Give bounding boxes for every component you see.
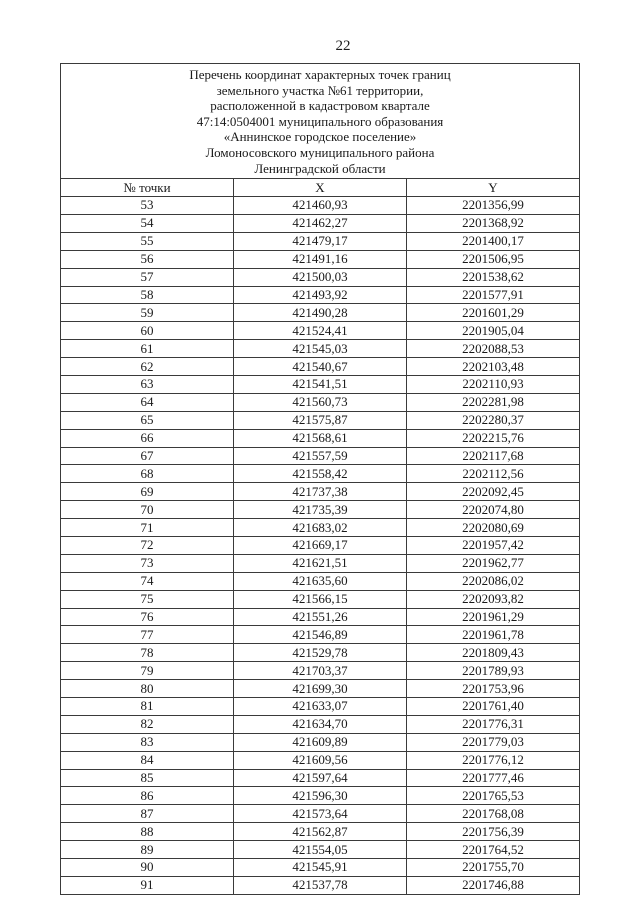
- cell-point-number: 68: [61, 465, 234, 483]
- cell-point-number: 61: [61, 340, 234, 358]
- cell-point-number: 74: [61, 572, 234, 590]
- cell-y: 2202088,53: [407, 340, 580, 358]
- cell-y: 2201962,77: [407, 554, 580, 572]
- cell-point-number: 72: [61, 536, 234, 554]
- cell-point-number: 86: [61, 787, 234, 805]
- cell-x: 421545,91: [234, 859, 407, 877]
- cell-point-number: 60: [61, 322, 234, 340]
- cell-point-number: 91: [61, 876, 234, 894]
- header-y: Y: [407, 179, 580, 197]
- cell-point-number: 75: [61, 590, 234, 608]
- table-row: [61, 268, 580, 286]
- cell-x: 421735,39: [234, 501, 407, 519]
- cell-x: 421575,87: [234, 411, 407, 429]
- cell-x: 421562,87: [234, 823, 407, 841]
- cell-point-number: 79: [61, 662, 234, 680]
- cell-point-number: 57: [61, 268, 234, 286]
- cell-point-number: 63: [61, 375, 234, 393]
- cell-x: 421597,64: [234, 769, 407, 787]
- cell-y: 2201779,03: [407, 733, 580, 751]
- table-row: [61, 751, 580, 769]
- cell-y: 2201761,40: [407, 697, 580, 715]
- cell-x: 421560,73: [234, 393, 407, 411]
- cell-x: 421573,64: [234, 805, 407, 823]
- table-body: [61, 197, 580, 895]
- cell-x: 421557,59: [234, 447, 407, 465]
- table-row: [61, 411, 580, 429]
- table-row: [61, 697, 580, 715]
- cell-point-number: 90: [61, 859, 234, 877]
- cell-y: 2201776,12: [407, 751, 580, 769]
- page-number: 22: [335, 38, 351, 54]
- table-row: [61, 304, 580, 322]
- cell-x: 421634,70: [234, 715, 407, 733]
- cell-point-number: 77: [61, 626, 234, 644]
- table-row: [61, 662, 580, 680]
- table-row: [61, 250, 580, 268]
- cell-x: 421609,89: [234, 733, 407, 751]
- cell-y: 2201756,39: [407, 823, 580, 841]
- title-line: Ломоносовского муниципального района: [205, 144, 435, 160]
- cell-y: 2202093,82: [407, 590, 580, 608]
- cell-x: 421596,30: [234, 787, 407, 805]
- cell-x: 421554,05: [234, 841, 407, 859]
- cell-x: 421703,37: [234, 662, 407, 680]
- cell-x: 421669,17: [234, 536, 407, 554]
- header-point-number: № точки: [61, 179, 234, 197]
- cell-y: 2201746,88: [407, 876, 580, 894]
- table-row: [61, 680, 580, 698]
- table-row: [61, 483, 580, 501]
- cell-y: 2201776,31: [407, 715, 580, 733]
- cell-x: 421633,07: [234, 697, 407, 715]
- cell-y: 2201777,46: [407, 769, 580, 787]
- cell-y: 2202074,80: [407, 501, 580, 519]
- table-row: [61, 590, 580, 608]
- cell-x: 421462,27: [234, 214, 407, 232]
- cell-y: 2201961,78: [407, 626, 580, 644]
- cell-y: 2201538,62: [407, 268, 580, 286]
- cell-y: 2202080,69: [407, 519, 580, 537]
- cell-point-number: 65: [61, 411, 234, 429]
- cell-y: 2202112,56: [407, 465, 580, 483]
- table-row: [61, 805, 580, 823]
- cell-point-number: 87: [61, 805, 234, 823]
- table-row: [61, 465, 580, 483]
- cell-point-number: 85: [61, 769, 234, 787]
- cell-y: 2201506,95: [407, 250, 580, 268]
- table-row: [61, 429, 580, 447]
- table-row: [61, 626, 580, 644]
- table-title: [61, 64, 580, 179]
- cell-x: 421524,41: [234, 322, 407, 340]
- cell-point-number: 62: [61, 358, 234, 376]
- cell-x: 421551,26: [234, 608, 407, 626]
- cell-y: 2201957,42: [407, 536, 580, 554]
- cell-x: 421491,16: [234, 250, 407, 268]
- cell-y: 2201765,53: [407, 787, 580, 805]
- table-header-row: [61, 179, 580, 197]
- cell-y: 2202103,48: [407, 358, 580, 376]
- cell-x: 421529,78: [234, 644, 407, 662]
- cell-y: 2202117,68: [407, 447, 580, 465]
- table-row: [61, 823, 580, 841]
- cell-point-number: 66: [61, 429, 234, 447]
- cell-point-number: 55: [61, 232, 234, 250]
- cell-point-number: 73: [61, 554, 234, 572]
- table-row: [61, 876, 580, 894]
- cell-y: 2201368,92: [407, 214, 580, 232]
- table-row: [61, 554, 580, 572]
- cell-x: 421546,89: [234, 626, 407, 644]
- table-row: [61, 358, 580, 376]
- table-row: [61, 644, 580, 662]
- cell-point-number: 64: [61, 393, 234, 411]
- cell-y: 2201905,04: [407, 322, 580, 340]
- table-row: [61, 608, 580, 626]
- cell-x: 421500,03: [234, 268, 407, 286]
- header-x: X: [234, 179, 407, 197]
- table-row: [61, 733, 580, 751]
- table-title-row: [61, 64, 580, 179]
- cell-x: 421699,30: [234, 680, 407, 698]
- cell-y: 2201789,93: [407, 662, 580, 680]
- cell-point-number: 82: [61, 715, 234, 733]
- table-row: [61, 841, 580, 859]
- cell-point-number: 78: [61, 644, 234, 662]
- cell-y: 2201768,08: [407, 805, 580, 823]
- cell-point-number: 54: [61, 214, 234, 232]
- cell-x: 421460,93: [234, 197, 407, 215]
- table-row: [61, 572, 580, 590]
- cell-point-number: 56: [61, 250, 234, 268]
- cell-x: 421493,92: [234, 286, 407, 304]
- table-row: [61, 519, 580, 537]
- cell-x: 421479,17: [234, 232, 407, 250]
- table-row: [61, 232, 580, 250]
- cell-point-number: 58: [61, 286, 234, 304]
- cell-point-number: 89: [61, 841, 234, 859]
- cell-x: 421545,03: [234, 340, 407, 358]
- cell-y: 2201809,43: [407, 644, 580, 662]
- cell-point-number: 76: [61, 608, 234, 626]
- cell-point-number: 70: [61, 501, 234, 519]
- table-row: [61, 375, 580, 393]
- cell-point-number: 53: [61, 197, 234, 215]
- title-line: Перечень координат характерных точек границ: [189, 67, 451, 82]
- cell-y: 2202092,45: [407, 483, 580, 501]
- cell-point-number: 59: [61, 304, 234, 322]
- title-line: «Аннинское городское поселение»: [223, 129, 417, 145]
- table-row: [61, 214, 580, 232]
- cell-x: 421540,67: [234, 358, 407, 376]
- table-row: [61, 393, 580, 411]
- cell-y: 2201400,17: [407, 232, 580, 250]
- cell-point-number: 83: [61, 733, 234, 751]
- table-row: [61, 322, 580, 340]
- cell-y: 2202110,93: [407, 375, 580, 393]
- cell-point-number: 80: [61, 680, 234, 698]
- cell-y: 2201577,91: [407, 286, 580, 304]
- coordinates-table: [60, 63, 580, 895]
- cell-point-number: 69: [61, 483, 234, 501]
- cell-y: 2201755,70: [407, 859, 580, 877]
- cell-x: 421609,56: [234, 751, 407, 769]
- table-row: [61, 447, 580, 465]
- title-line: расположенной в кадастровом квартале: [210, 98, 430, 114]
- cell-x: 421683,02: [234, 519, 407, 537]
- cell-y: 2202215,76: [407, 429, 580, 447]
- cell-x: 421490,28: [234, 304, 407, 322]
- cell-x: 421566,15: [234, 590, 407, 608]
- cell-y: 2201961,29: [407, 608, 580, 626]
- cell-y: 2202281,98: [407, 393, 580, 411]
- cell-y: 2201356,99: [407, 197, 580, 215]
- cell-point-number: 71: [61, 519, 234, 537]
- cell-x: 421621,51: [234, 554, 407, 572]
- title-line: земельного участка №61 территории,: [216, 82, 424, 98]
- cell-point-number: 84: [61, 751, 234, 769]
- cell-x: 421537,78: [234, 876, 407, 894]
- table-row: [61, 859, 580, 877]
- cell-point-number: 88: [61, 823, 234, 841]
- table-row: [61, 715, 580, 733]
- cell-y: 2201601,29: [407, 304, 580, 322]
- table-row: [61, 769, 580, 787]
- cell-y: 2201753,96: [407, 680, 580, 698]
- cell-point-number: 67: [61, 447, 234, 465]
- table-row: [61, 787, 580, 805]
- cell-y: 2202086,02: [407, 572, 580, 590]
- table-row: [61, 286, 580, 304]
- title-line: 47:14:0504001 муниципального образования: [196, 113, 444, 129]
- table-row: [61, 501, 580, 519]
- table-row: [61, 197, 580, 215]
- cell-x: 421737,38: [234, 483, 407, 501]
- cell-y: 2202280,37: [407, 411, 580, 429]
- cell-x: 421568,61: [234, 429, 407, 447]
- cell-x: 421541,51: [234, 375, 407, 393]
- cell-x: 421635,60: [234, 572, 407, 590]
- cell-point-number: 81: [61, 697, 234, 715]
- title-line: Ленинградской области: [254, 160, 386, 176]
- cell-x: 421558,42: [234, 465, 407, 483]
- table-row: [61, 536, 580, 554]
- table-row: [61, 340, 580, 358]
- cell-y: 2201764,52: [407, 841, 580, 859]
